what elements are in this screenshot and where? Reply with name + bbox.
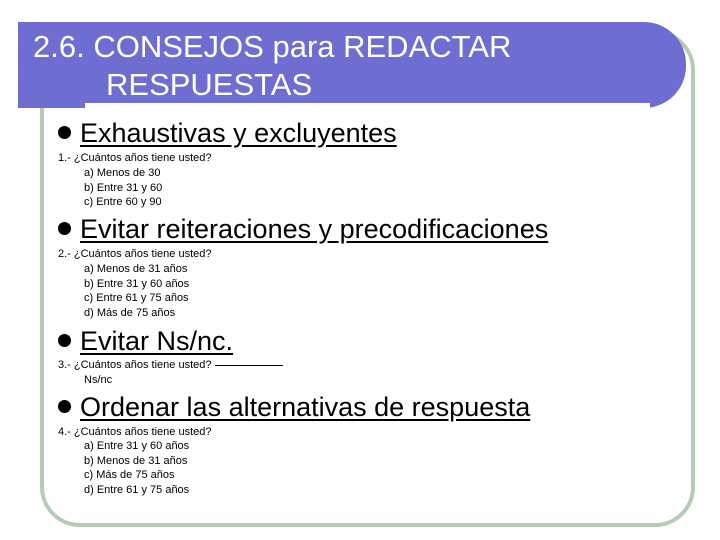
question-2: 2.- ¿Cuántos años tiene usted? <box>58 248 212 260</box>
bullet-heading: Evitar Ns/nc. <box>80 326 234 356</box>
option-item: d) Entre 61 y 75 años <box>84 483 190 496</box>
question-3 <box>58 358 283 373</box>
options-3 <box>84 373 112 388</box>
bullet-exhaustivas <box>58 118 397 148</box>
options-2 <box>84 262 189 320</box>
option-item: b) Entre 31 y 60 años <box>84 277 190 290</box>
option-item: a) Menos de 30 <box>84 167 161 179</box>
option-item: c) Entre 61 y 75 años <box>84 292 189 304</box>
option-item: d) Más de 75 años <box>84 306 176 319</box>
options-4 <box>84 439 189 497</box>
option-item: b) Menos de 31 años <box>84 454 188 467</box>
option-item: a) Menos de 31 años <box>84 263 188 275</box>
slide-title <box>33 28 511 104</box>
bullet-dot-icon <box>58 334 71 347</box>
question-4: 4.- ¿Cuántos años tiene usted? <box>58 426 212 438</box>
slide-title-line2: RESPUESTAS <box>106 67 313 102</box>
bullet-heading: Ordenar las alternativas de respuesta <box>80 392 531 422</box>
bullet-dot-icon <box>58 400 71 413</box>
bullet-heading: Evitar reiteraciones y precodificaciones <box>80 214 549 244</box>
bullet-dot-icon <box>58 126 71 139</box>
option-item: b) Entre 31 y 60 <box>84 181 163 194</box>
option-item: c) Entre 60 y 90 <box>84 196 162 208</box>
bullet-dot-icon <box>58 222 71 235</box>
question-1: 1.- ¿Cuántos años tiene usted? <box>58 152 212 164</box>
slide-title-line1: 2.6. CONSEJOS para REDACTAR <box>33 29 512 64</box>
answer-blank-line <box>215 365 283 366</box>
bullet-ordenar <box>58 392 530 422</box>
bullet-evitar-reiteraciones <box>58 214 548 244</box>
bullet-heading: Exhaustivas y excluyentes <box>80 118 397 148</box>
option-item: c) Más de 75 años <box>84 469 175 481</box>
options-1 <box>84 166 162 210</box>
question-3-text: 3.- ¿Cuántos años tiene usted? <box>58 359 212 371</box>
bullet-evitar-nsnc <box>58 326 233 356</box>
option-item: Ns/nc <box>84 374 113 386</box>
option-item: a) Entre 31 y 60 años <box>84 440 190 452</box>
